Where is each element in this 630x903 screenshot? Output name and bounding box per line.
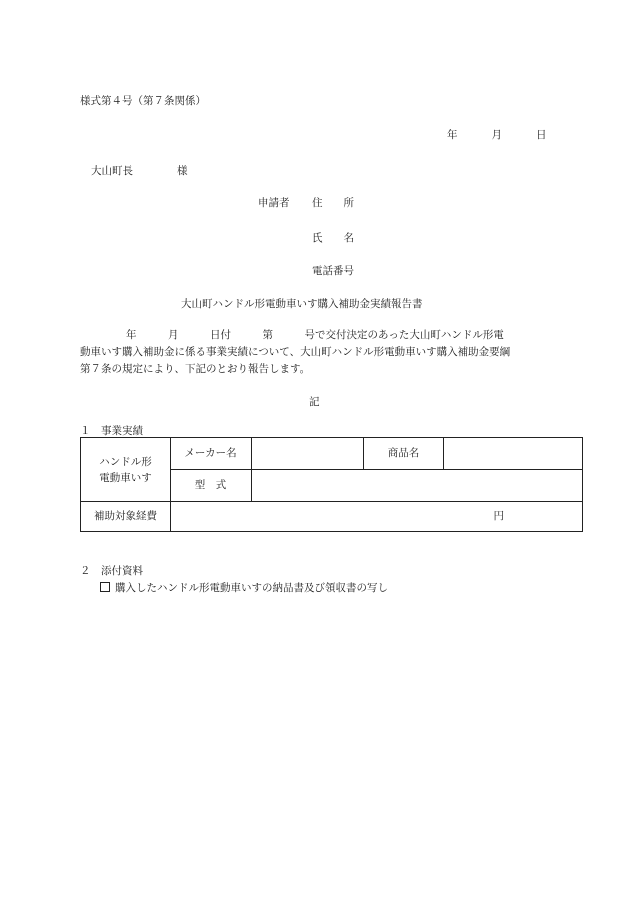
maker-label: メーカー名 <box>184 447 237 460</box>
document-title: 大山町ハンドル形電動車いす購入補助金実績報告書 <box>181 298 423 310</box>
date-year-label: 年 <box>447 129 458 141</box>
expense-value[interactable] <box>171 502 582 531</box>
expense-label: 補助対象経費 <box>94 510 157 523</box>
addressee <box>91 166 188 177</box>
report-table <box>80 437 583 532</box>
expense-unit: 円 <box>493 510 504 523</box>
phone-label: 電話番号 <box>312 265 354 277</box>
body-line-1: 年 月 日付 第 号で交付決定のあった大山町ハンドル形電 <box>126 329 504 341</box>
ki-label: 記 <box>309 396 320 408</box>
form-number: 様式第４号（第７条関係） <box>80 95 206 107</box>
attachment-item-label: 購入したハンドル形電動車いすの納品書及び領収書の写し <box>115 582 388 594</box>
table-row-header: ハンドル形 電動車いす <box>99 455 152 484</box>
body-line-3: 第７条の規定により、下記のとおり報告します。 <box>80 363 311 375</box>
name-label: 氏 名 <box>312 232 354 244</box>
model-label: 型 式 <box>194 479 227 492</box>
address-label: 住 所 <box>312 197 354 209</box>
product-label: 商品名 <box>387 447 420 460</box>
model-value[interactable] <box>252 470 582 501</box>
date-line <box>447 130 547 141</box>
addressee-name: 大山町長 <box>91 165 133 177</box>
maker-value[interactable] <box>252 438 363 469</box>
body-text <box>80 327 586 378</box>
product-value[interactable] <box>444 438 582 469</box>
section2-heading: ２ 添付資料 <box>80 565 143 577</box>
attachment-item <box>100 582 388 594</box>
date-month-label: 月 <box>491 129 502 141</box>
honorific: 様 <box>177 165 188 177</box>
body-line-2: 動車いす購入補助金に係る事業実績について、大山町ハンドル形電動車いす購入補助金要綱 <box>80 346 511 358</box>
attachment-checkbox[interactable] <box>100 582 110 592</box>
section1-heading: １ 事業実績 <box>80 425 143 437</box>
date-day-label: 日 <box>536 129 547 141</box>
applicant-label: 申請者 <box>258 197 290 209</box>
